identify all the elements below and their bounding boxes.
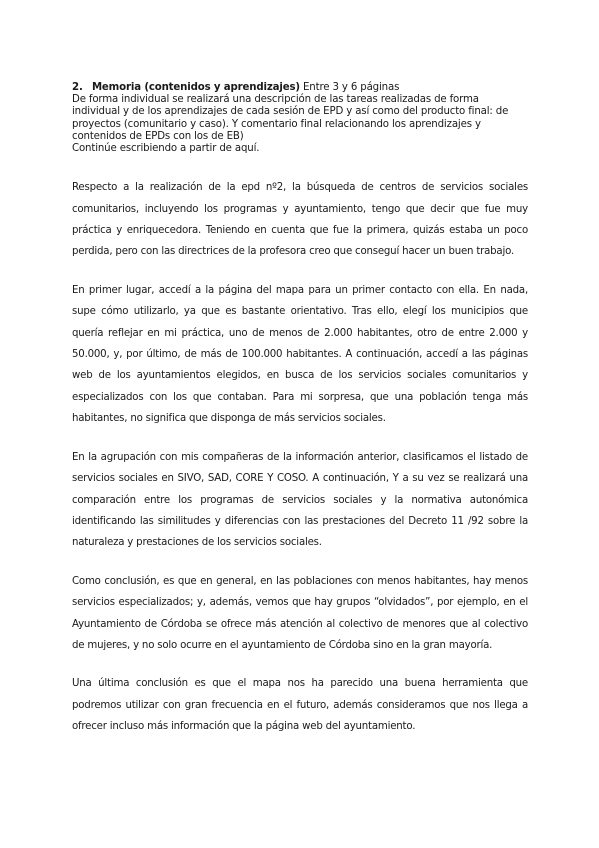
heading-page-range: Entre 3 y 6 páginas (299, 82, 400, 93)
section-header (72, 82, 528, 155)
continue-note: Continúe escribiendo a partir de aquí. (72, 143, 260, 155)
instructions-text: De forma individual se realizará una descripción de las tareas realizadas de forma individual y de los aprendizajes de cada sesión de EPD y así como del producto final: de proyectos (comunitario y caso). Y comentario final relacionando los aprendizajes y contenidos de EPDs con los de EB) (72, 94, 509, 142)
paragraph-intro: Respecto a la realización de la epd nº2, la búsqueda de centros de servicios sociales comunitarios, incluyendo los programas y ayuntamiento, tengo que decir que fue muy práctica y enriquecedora. Teniendo en cuenta que fue la primera, quizás estaba un poco perdida, pero con las directrices de la profesora creo que conseguí hacer un buen trabajo. (72, 182, 528, 258)
heading-title: Memoria (contenidos y aprendizajes) (91, 82, 300, 93)
memoria-body (72, 177, 528, 737)
paragraph-grouping: En la agrupación con mis compañeras de la información anterior, clasificamos el listado de servicios sociales en SIVO, SAD, CORE Y COSO. A continuación, Y a su vez se realizará una comparación entre los programas de servicios sociales y la normativa autonómica identificando las similitudes y diferencias con las prestaciones del Decreto 11 /92 sobre la naturaleza y prestaciones de los servicios sociales. (72, 451, 528, 549)
paragraph-first-steps: En primer lugar, accedí a la página del mapa para un primer contacto con ella. En nada, supe cómo utilizarlo, ya que es bastante orientativo. Tras ello, elegí los municipios que quería reflejar en mi práctica, uno de menos de 2.000 habitantes, otro de entre 2.000 y 50.000, y, por último, de más de 100.000 habitantes. A continuación, accedí a las páginas web de los ayuntamientos elegidos, en busca de los servicios sociales comunitarios y especializados con los que contaban. Para mi sorpresa, que una población tenga más habitantes, no significa que disponga de más servicios sociales. (72, 284, 528, 425)
section-heading (72, 82, 528, 94)
paragraph-final-conclusion: Una última conclusión es que el mapa nos ha parecido una buena herramienta que podremos utilizar con gran frecuencia en el futuro, además consideramos que nos llega a ofrecer incluso más información que la página web del ayuntamiento. (72, 678, 528, 733)
paragraph-conclusion: Como conclusión, es que en general, en las poblaciones con menos habitantes, hay menos servicios especializados; y, además, vemos que hay grupos “olvidados”, por ejemplo, en el Ayuntamiento de Córdoba se ofrece más atención al colectivo de menores que al colectivo de mujeres, y no solo ocurre en el ayuntamiento de Córdoba sino en la gran mayoría. (72, 575, 528, 651)
heading-number: 2. (72, 82, 83, 93)
document-page (72, 82, 528, 755)
